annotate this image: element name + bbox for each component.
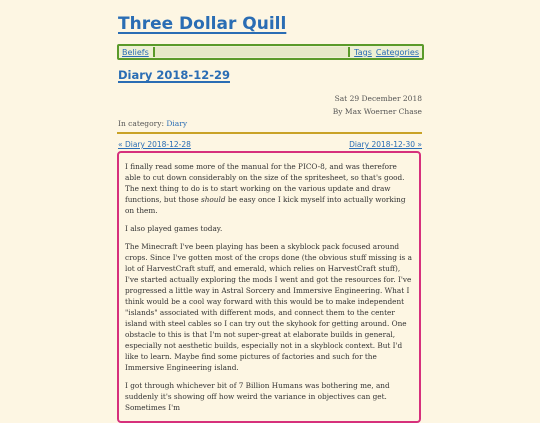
post-category <box>118 119 187 128</box>
post-body <box>117 151 421 423</box>
previous-post-link[interactable]: « Diary 2018-12-28 <box>118 140 191 149</box>
nav-tags-link[interactable]: Tags <box>354 47 372 57</box>
category-link[interactable]: Diary <box>166 119 188 128</box>
post-author: By Max Woerner Chase <box>332 107 422 116</box>
nav-search-field[interactable] <box>153 47 350 57</box>
post-date: Sat 29 December 2018 <box>334 94 422 103</box>
category-prefix: In category: <box>118 119 164 128</box>
body-text: I finally read some more of the manual for the PICO-8, and was therefore able to cut down considerably on the size of the spritesheet, so that's good. The next thing to do is to start working on the various update and draw functions, but those <box>125 162 405 204</box>
body-paragraph: The Minecraft I've been playing has been a skyblock pack focused around crops. Since I've gotten most of the crops done (the obvious stuff missing is a lot of HarvestCraft stuff, and emerald, which relies on HarvestCraft stuff), I've started actually exploring the mods I went and got the resources for. I've progressed a little way in Astral Sorcery and Immersive Engineering. What I think would be a cool way forward with this would be to make independent "islands" associated with different mods, and connect them to the center island with steel cables so I can try out the skyhook for getting around. One obstacle to this is that I'm not super-great at elaborate builds in general, especially not aesthetic builds, especially not in a skyblock context. But I'd like to learn. Maybe find some pictures of factories and such for the Immersive Engineering island. <box>125 242 412 372</box>
body-paragraph: I got through whichever bit of 7 Billion Humans was bothering me, and suddenly it's showing off how weird the variance in objectives can get. Sometimes I'm <box>125 381 390 412</box>
next-post-link[interactable]: Diary 2018-12-30 » <box>349 140 422 149</box>
nav-beliefs-link[interactable]: Beliefs <box>122 47 149 57</box>
body-paragraph: I also played games today. <box>125 224 223 233</box>
header-divider <box>117 132 422 134</box>
post-title-link[interactable]: Diary 2018-12-29 <box>118 68 230 82</box>
site-nav-bar <box>117 44 424 60</box>
body-text: be easy once I kick myself into actually working on them. <box>125 195 406 215</box>
body-paragraph <box>125 161 413 216</box>
body-emphasis: should <box>200 195 226 204</box>
post-navigation <box>118 140 422 149</box>
site-title-link[interactable]: Three Dollar Quill <box>118 14 287 34</box>
nav-categories-link[interactable]: Categories <box>375 47 419 57</box>
